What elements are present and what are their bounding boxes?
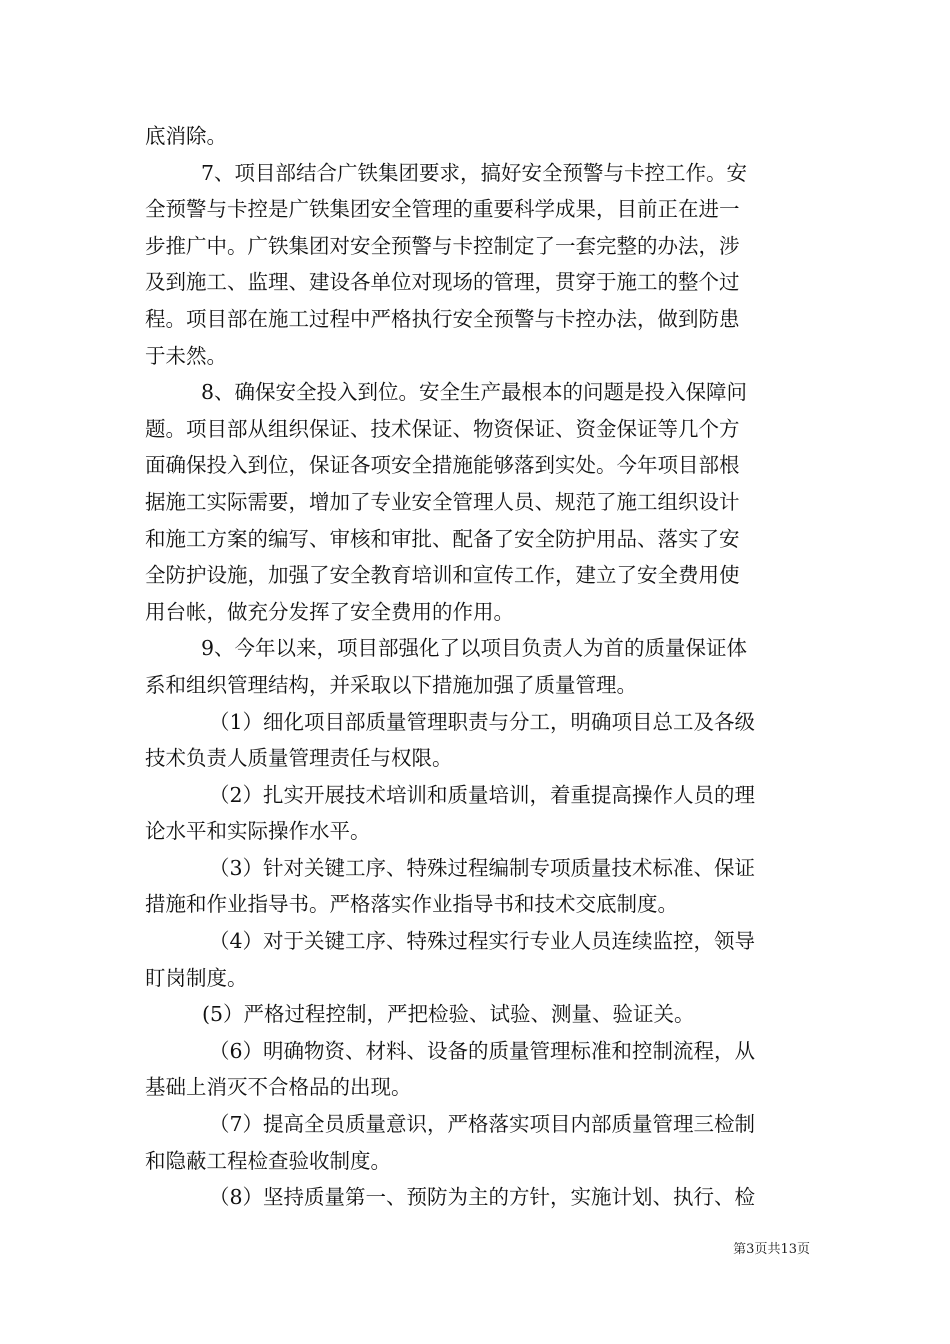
text-line-subitem-7: （7）提高全员质量意识，严格落实项目内部质量管理三检制 [209,1112,756,1137]
text-line-item-7: 7、项目部结合广铁集团要求，搞好安全预警与卡控工作。安 [201,160,748,185]
text-line: 和施工方案的编写、审核和审批、配备了安全防护用品、落实了安 [145,526,740,551]
text-line: 据施工实际需要，增加了专业安全管理人员、规范了施工组织设计 [145,489,740,514]
text-line: 于未然。 [145,343,227,368]
text-line: 全防护设施，加强了安全教育培训和宣传工作，建立了安全费用使 [145,563,740,588]
text-line: 用台帐，做充分发挥了安全费用的作用。 [145,599,514,624]
text-line: 题。项目部从组织保证、技术保证、物资保证、资金保证等几个方 [145,416,740,441]
text-line-item-8: 8、确保安全投入到位。安全生产最根本的问题是投入保障问 [201,380,748,405]
text-line: 系和组织管理结构，并采取以下措施加强了质量管理。 [145,672,637,697]
text-line-subitem-5: (5）严格过程控制，严把检验、试验、测量、验证关。 [202,1002,695,1027]
text-line: 技术负责人质量管理责任与权限。 [145,746,453,771]
text-line-subitem-8: （8）坚持质量第一、预防为主的方针，实施计划、执行、检 [209,1185,756,1210]
text-line: 底消除。 [145,124,227,148]
text-line-subitem-1: （1）细化项目部质量管理职责与分工，明确项目总工及各级 [209,709,756,734]
text-line: 论水平和实际操作水平。 [145,819,371,844]
text-line-subitem-3: （3）针对关键工序、特殊过程编制专项质量技术标准、保证 [209,855,756,880]
text-line: 及到施工、监理、建设各单位对现场的管理，贯穿于施工的整个过 [145,270,740,295]
text-line: 全预警与卡控是广铁集团安全管理的重要科学成果，目前正在进一 [145,197,740,222]
text-line-subitem-2: （2）扎实开展技术培训和质量培训，着重提高操作人员的理 [209,782,756,807]
text-line: 和隐蔽工程检查验收制度。 [145,1148,391,1173]
text-line: 步推广中。广铁集团对安全预警与卡控制定了一套完整的办法，涉 [145,233,740,258]
page-number-footer: 第3页共13页 [733,1242,810,1257]
text-line: 盯岗制度。 [145,965,248,990]
text-line-subitem-6: （6）明确物资、材料、设备的质量管理标准和控制流程，从 [209,1038,756,1063]
text-line: 程。项目部在施工过程中严格执行安全预警与卡控办法，做到防患 [145,306,740,331]
document-body [145,118,807,1216]
text-line: 面确保投入到位，保证各项安全措施能够落到实处。今年项目部根 [145,453,740,478]
text-line: 基础上消灭不合格品的出现。 [145,1075,412,1100]
text-line-subitem-4: （4）对于关键工序、特殊过程实行专业人员连续监控，领导 [209,929,756,954]
text-line: 措施和作业指导书。严格落实作业指导书和技术交底制度。 [145,892,678,917]
text-line-item-9: 9、今年以来，项目部强化了以项目负责人为首的质量保证体 [201,636,748,661]
